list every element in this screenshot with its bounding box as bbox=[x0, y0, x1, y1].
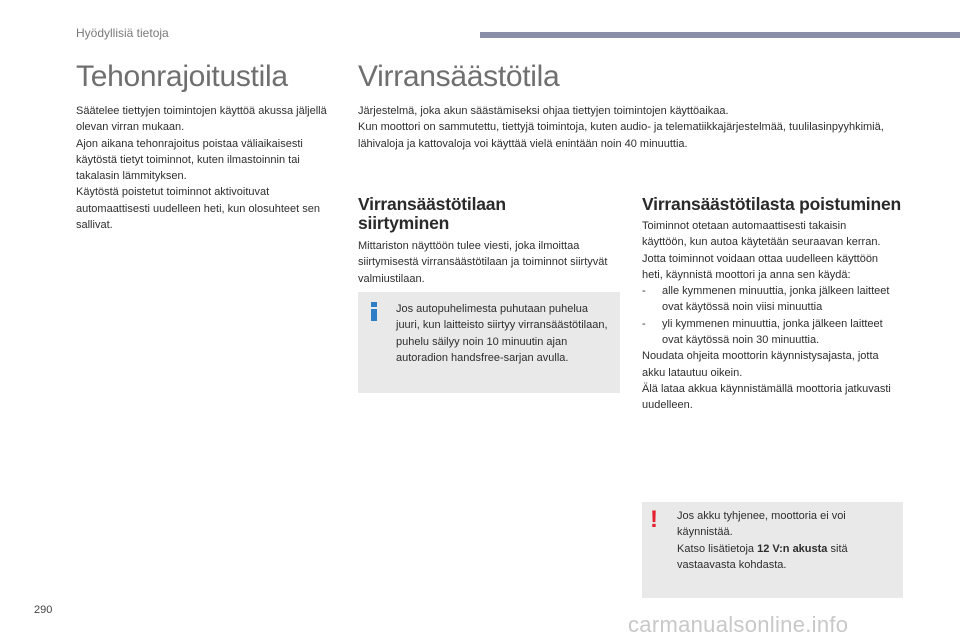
enter-heading bbox=[358, 195, 620, 233]
enter-paragraph: Mittariston näyttöön tulee viesti, joka ilmoittaa siirtymisestä virransäästötilaan ja toiminnot siirtyvät valmiustilaan. bbox=[358, 240, 608, 285]
right-title: Virransäästötila bbox=[358, 60, 560, 93]
page-number: 290 bbox=[34, 604, 53, 616]
left-title: Tehonrajoitustila bbox=[76, 60, 288, 93]
list-item-text: yli kymmenen minuuttia, jonka jälkeen laitteet ovat käytössä noin 30 minuuttia. bbox=[662, 317, 883, 347]
battery-reference: 12 V:n akusta bbox=[757, 542, 828, 555]
enter-heading-line2: siirtyminen bbox=[358, 213, 450, 233]
info-icon bbox=[370, 302, 378, 321]
exit-paragraph: Älä lataa akkua käynnistämällä moottoria jatkuvasti uudelleen. bbox=[642, 382, 891, 412]
left-paragraph: Käytöstä poistetut toiminnot aktivoituvat automaattisesti uudelleen heti, kun olosuhteet sen sallivat. bbox=[76, 186, 320, 232]
right-intro bbox=[358, 103, 906, 152]
enter-text bbox=[358, 238, 620, 287]
info-paragraph: Jos autopuhelimesta puhutaan puhelua juuri, kun laitteisto siirtyy virransäästötilaan, puhelu säilyy noin 10 minuutin ajan autoradion handsfree-sarjan avulla. bbox=[396, 303, 608, 364]
warning-text bbox=[677, 508, 889, 573]
intro-paragraph: Järjestelmä, joka akun säästämiseksi ohjaa tiettyjen toimintojen käyttöaikaa. bbox=[358, 105, 729, 117]
exit-paragraph: Noudata ohjeita moottorin käynnistysajasta, jotta akku latautuu oikein. bbox=[642, 350, 879, 379]
section-header: Hyödyllisiä tietoja bbox=[76, 26, 169, 40]
header-bar bbox=[480, 32, 960, 38]
exit-paragraph: Jotta toiminnot voidaan ottaa uudelleen käyttöön heti, käynnistä moottori ja anna sen käydä: bbox=[642, 252, 879, 281]
enter-heading-line1: Virransäästötilaan bbox=[358, 194, 506, 214]
exit-paragraph: Toiminnot otetaan automaattisesti takaisin käyttöön, kun autoa käytetään seuraavan kerran. bbox=[642, 220, 881, 249]
left-paragraph: Ajon aikana tehonrajoitus poistaa väliaikaisesti käytöstä tietyt toiminnot, kuten ilmastoinnin tai takalasin lämmityksen. bbox=[76, 137, 303, 183]
watermark: carmanualsonline.info bbox=[628, 612, 849, 637]
list-item bbox=[642, 283, 892, 316]
warning-prefix: Katso lisätietoja bbox=[677, 542, 758, 555]
list-item-text: alle kymmenen minuuttia, jonka jälkeen laitteet ovat käytössä noin viisi minuuttia bbox=[662, 285, 890, 314]
left-body bbox=[76, 103, 338, 233]
warning-line: Jos akku tyhjenee, moottoria ei voi käynnistää. bbox=[677, 510, 846, 539]
bullet-marker: - bbox=[642, 285, 646, 298]
info-text bbox=[396, 301, 614, 366]
bullet-marker: - bbox=[642, 317, 646, 330]
warning-line bbox=[677, 541, 889, 574]
warning-icon: ! bbox=[650, 506, 658, 533]
warning-suffix: sitä vastaavasta kohdasta. bbox=[677, 542, 848, 571]
exit-heading: Virransäästötilasta poistuminen bbox=[642, 194, 901, 214]
intro-paragraph: Kun moottori on sammutettu, tiettyjä toimintoja, kuten audio- ja telematiikkajärjestelmää, tuulilasinpyyhkimiä, lähivaloja ja kattovaloja voi käyttää vielä enintään noin 40 minuuttia. bbox=[358, 121, 884, 150]
exit-body bbox=[642, 218, 892, 414]
list-item bbox=[642, 316, 892, 349]
left-paragraph: Säätelee tiettyjen toimintojen käyttöä akussa jäljellä olevan virran mukaan. bbox=[76, 105, 327, 134]
